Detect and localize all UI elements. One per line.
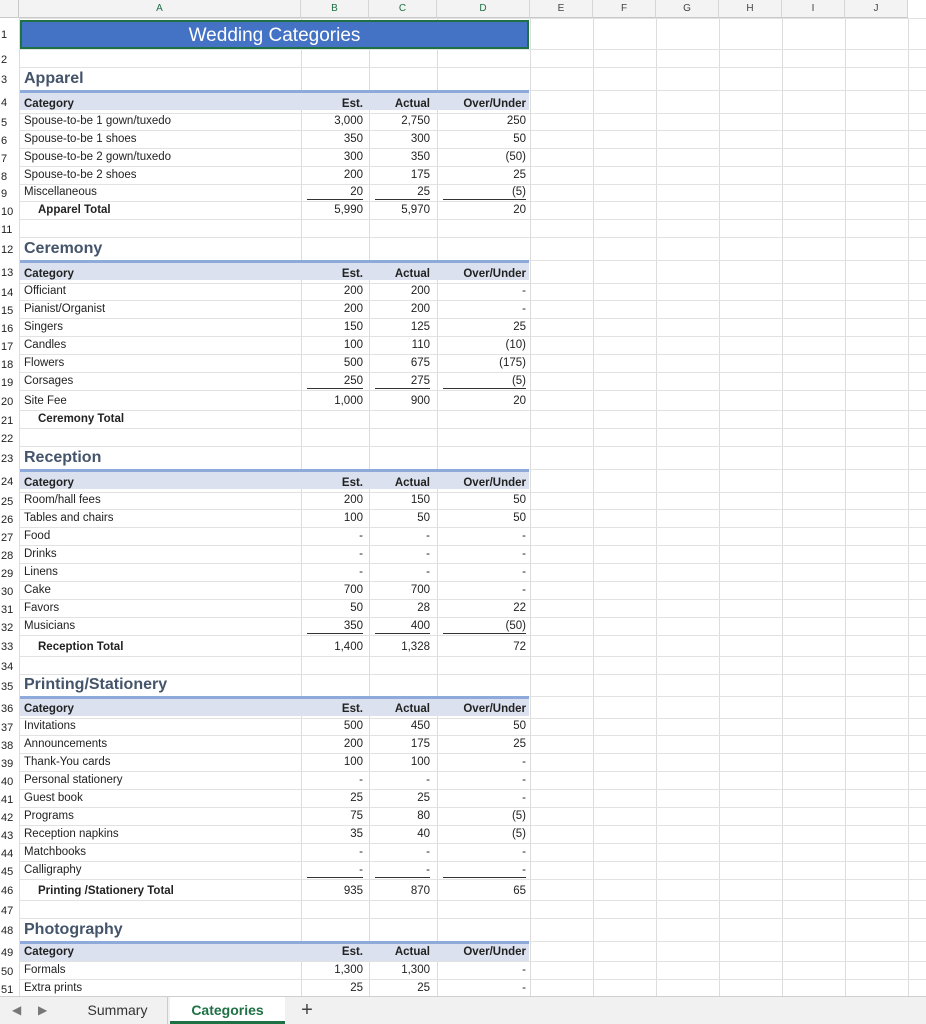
row-header[interactable]: 36 (1, 703, 14, 715)
gridline (19, 635, 926, 636)
over-under-cell[interactable]: (5) (511, 828, 526, 840)
category-cell[interactable]: Spouse-to-be 1 gown/tuxedo (24, 115, 172, 127)
subtotal-underline (307, 633, 363, 634)
row-header[interactable]: 15 (1, 305, 14, 317)
header-over-under[interactable]: Over/Under (463, 98, 526, 110)
category-cell[interactable]: Food (24, 530, 51, 542)
category-cell[interactable]: Guest book (24, 792, 83, 804)
actual-cell[interactable]: 675 (410, 357, 430, 369)
over-under-cell[interactable]: 50 (513, 494, 526, 506)
total-label[interactable]: Ceremony Total (38, 413, 125, 425)
over-under-cell[interactable]: - (522, 548, 526, 560)
category-cell[interactable]: Announcements (24, 738, 108, 750)
category-cell[interactable]: Spouse-to-be 2 shoes (24, 169, 137, 181)
row-header[interactable]: 24 (1, 476, 14, 488)
row-header[interactable]: 50 (1, 966, 14, 978)
category-cell[interactable]: Formals (24, 964, 66, 976)
subtotal-underline (307, 877, 363, 878)
row-header[interactable]: 35 (1, 681, 14, 693)
row-header[interactable]: 47 (1, 905, 14, 917)
actual-cell[interactable]: 110 (411, 339, 430, 351)
est-cell[interactable]: 350 (343, 133, 363, 145)
section-heading[interactable]: Ceremony (24, 240, 103, 257)
subtotal-underline (375, 199, 430, 200)
row-header[interactable]: 26 (1, 514, 14, 526)
over-under-cell[interactable]: (50) (505, 620, 526, 632)
header-est[interactable]: Est. (341, 98, 363, 110)
subtotal-underline (307, 388, 363, 389)
actual-cell[interactable]: 150 (410, 494, 430, 506)
est-cell[interactable]: - (359, 548, 363, 560)
row-header[interactable]: 18 (1, 359, 14, 371)
over-under-cell[interactable]: - (522, 285, 526, 297)
total-actual[interactable]: 1,328 (401, 641, 430, 653)
est-cell[interactable]: 200 (343, 494, 363, 506)
gridline (19, 49, 926, 50)
actual-cell[interactable]: 40 (417, 828, 430, 840)
row-header[interactable]: 45 (1, 866, 14, 878)
gridline (19, 67, 926, 68)
prev-sheet-icon[interactable]: ◀ (12, 1003, 22, 1017)
category-cell[interactable]: Room/hall fees (24, 494, 101, 506)
column-header[interactable]: H (719, 0, 782, 18)
tab-summary[interactable]: Summary (68, 997, 168, 1024)
total-est[interactable]: 935 (343, 885, 363, 897)
header-est[interactable]: Est. (341, 946, 363, 958)
actual-cell[interactable]: 400 (410, 620, 430, 632)
over-under-cell[interactable]: 25 (513, 169, 526, 181)
category-cell[interactable]: Candles (24, 339, 67, 351)
est-cell[interactable]: 100 (343, 339, 363, 351)
category-cell[interactable]: Matchbooks (24, 846, 87, 858)
actual-cell[interactable]: 50 (417, 512, 430, 524)
section-heading[interactable]: Apparel (24, 70, 84, 87)
category-cell[interactable]: Linens (24, 566, 58, 578)
row-header[interactable]: 51 (1, 984, 14, 996)
row-header[interactable]: 40 (1, 776, 14, 788)
column-header[interactable]: G (656, 0, 719, 18)
row-header[interactable]: 20 (1, 396, 14, 408)
over-under-cell[interactable]: 25 (513, 321, 526, 333)
row-header[interactable]: 8 (1, 171, 8, 183)
column-header[interactable]: B (301, 0, 369, 18)
category-cell[interactable]: Corsages (24, 375, 74, 387)
row-header[interactable]: 2 (1, 54, 8, 66)
actual-cell[interactable]: 275 (410, 375, 430, 387)
over-under-cell[interactable]: 50 (513, 720, 526, 732)
row-header[interactable]: 34 (1, 661, 14, 673)
column-header[interactable]: F (593, 0, 656, 18)
subtotal-underline (375, 877, 430, 878)
over-under-cell[interactable]: - (522, 864, 526, 876)
total-label[interactable]: Printing /Stationery Total (38, 885, 174, 897)
row-header[interactable]: 21 (1, 415, 14, 427)
est-cell[interactable]: 3,000 (334, 115, 363, 127)
est-cell[interactable]: - (359, 566, 363, 578)
header-actual[interactable]: Actual (394, 268, 430, 280)
over-under-cell[interactable]: - (522, 846, 526, 858)
row-header[interactable]: 4 (1, 97, 8, 109)
est-cell[interactable]: 250 (343, 375, 363, 387)
subtotal-underline (375, 388, 430, 389)
category-cell[interactable]: Drinks (24, 548, 57, 560)
row-header[interactable]: 42 (1, 812, 14, 824)
add-sheet-button[interactable]: + (301, 999, 313, 1021)
row-header[interactable]: 32 (1, 622, 14, 634)
actual-cell[interactable]: 175 (410, 169, 430, 181)
title-cell[interactable]: Wedding Categories (20, 20, 529, 49)
over-under-cell[interactable]: (5) (511, 186, 526, 198)
sheet-tab-bar (0, 996, 926, 1024)
gridline (908, 18, 909, 996)
gridline (19, 879, 926, 880)
total-over-under[interactable]: 72 (513, 641, 526, 653)
row-header[interactable]: 31 (1, 604, 14, 616)
row-header[interactable]: 5 (1, 117, 8, 129)
gridline (19, 446, 926, 447)
row-header[interactable]: 29 (1, 568, 14, 580)
tab-categories[interactable]: Categories (170, 997, 285, 1024)
category-cell[interactable]: Reception napkins (24, 828, 119, 840)
actual-cell[interactable]: 350 (410, 151, 430, 163)
gridline (845, 18, 846, 996)
actual-cell[interactable]: 450 (410, 720, 430, 732)
over-under-cell[interactable]: (5) (511, 810, 526, 822)
est-cell[interactable]: - (359, 846, 363, 858)
over-under-cell[interactable]: - (522, 774, 526, 786)
est-cell[interactable]: 25 (350, 982, 363, 994)
category-cell[interactable]: Singers (24, 321, 63, 333)
gridline (19, 18, 926, 19)
row-header[interactable]: 17 (1, 341, 14, 353)
row-header[interactable]: 7 (1, 153, 8, 165)
actual-cell[interactable]: 100 (410, 756, 430, 768)
column-header[interactable]: C (369, 0, 437, 18)
over-under-cell[interactable]: (5) (511, 375, 526, 387)
est-cell[interactable]: - (359, 774, 363, 786)
category-cell[interactable]: Favors (24, 602, 60, 614)
column-header[interactable]: D (437, 0, 530, 18)
header-over-under[interactable]: Over/Under (463, 703, 526, 715)
section-heading[interactable]: Printing/Stationery (24, 676, 168, 693)
gridline (19, 900, 926, 901)
category-cell[interactable]: Programs (24, 810, 74, 822)
category-cell[interactable]: Flowers (24, 357, 65, 369)
over-under-cell[interactable]: - (522, 566, 526, 578)
header-actual[interactable]: Actual (394, 98, 430, 110)
subtotal-underline (307, 199, 363, 200)
row-header[interactable]: 14 (1, 287, 14, 299)
actual-cell[interactable]: 200 (410, 285, 430, 297)
row-header[interactable]: 19 (1, 377, 14, 389)
over-under-cell[interactable]: 20 (513, 395, 526, 407)
est-cell[interactable]: 200 (343, 285, 363, 297)
row-header[interactable]: 13 (1, 267, 14, 279)
actual-cell[interactable]: 300 (410, 133, 430, 145)
over-under-cell[interactable]: (50) (505, 151, 526, 163)
over-under-cell[interactable]: (10) (505, 339, 526, 351)
category-cell[interactable]: Invitations (24, 720, 76, 732)
actual-cell[interactable]: 28 (417, 602, 430, 614)
row-header[interactable]: 44 (1, 848, 14, 860)
est-cell[interactable]: 75 (350, 810, 363, 822)
row-header[interactable]: 49 (1, 947, 14, 959)
over-under-cell[interactable]: - (522, 792, 526, 804)
gridline (19, 237, 926, 238)
actual-cell[interactable]: - (426, 774, 430, 786)
header-actual[interactable]: Actual (394, 946, 430, 958)
row-header[interactable]: 30 (1, 586, 14, 598)
section-heading[interactable]: Reception (24, 449, 102, 466)
total-actual[interactable]: 5,970 (401, 204, 430, 216)
row-header[interactable]: 6 (1, 135, 8, 147)
gridline (19, 410, 926, 411)
category-cell[interactable]: Spouse-to-be 2 gown/tuxedo (24, 151, 172, 163)
over-under-cell[interactable]: (175) (499, 357, 526, 369)
gridline (19, 18, 20, 996)
est-cell[interactable]: 100 (343, 512, 363, 524)
actual-cell[interactable]: 25 (417, 186, 430, 198)
category-cell[interactable]: Officiant (24, 285, 66, 297)
over-under-cell[interactable]: 25 (513, 738, 526, 750)
actual-cell[interactable]: 25 (417, 792, 430, 804)
select-all-corner[interactable] (0, 0, 19, 18)
total-label[interactable]: Reception Total (38, 641, 124, 653)
over-under-cell[interactable]: 50 (513, 512, 526, 524)
header-over-under[interactable]: Over/Under (463, 477, 526, 489)
est-cell[interactable]: 200 (343, 169, 363, 181)
row-header[interactable]: 9 (1, 188, 8, 200)
actual-cell[interactable]: 1,300 (401, 964, 430, 976)
category-cell[interactable]: Cake (24, 584, 51, 596)
est-cell[interactable]: 200 (343, 738, 363, 750)
over-under-cell[interactable]: - (522, 584, 526, 596)
est-cell[interactable]: 150 (343, 321, 363, 333)
actual-cell[interactable]: - (426, 846, 430, 858)
column-header[interactable]: A (19, 0, 301, 18)
subtotal-underline (443, 633, 526, 634)
actual-cell[interactable]: - (426, 566, 430, 578)
row-header[interactable]: 46 (1, 885, 14, 897)
gridline (593, 18, 594, 996)
subtotal-underline (443, 199, 526, 200)
est-cell[interactable]: 100 (343, 756, 363, 768)
over-under-cell[interactable]: - (522, 530, 526, 542)
actual-cell[interactable]: 200 (410, 303, 430, 315)
gridline (530, 18, 531, 996)
over-under-cell[interactable]: - (522, 982, 526, 994)
row-header[interactable]: 41 (1, 794, 14, 806)
category-cell[interactable]: Site Fee (24, 395, 67, 407)
category-cell[interactable]: Personal stationery (24, 774, 123, 786)
row-header[interactable]: 11 (1, 224, 13, 236)
header-category[interactable]: Category (24, 477, 74, 489)
actual-cell[interactable]: 80 (417, 810, 430, 822)
gridline (782, 18, 783, 996)
row-header[interactable]: 12 (1, 244, 14, 256)
total-est[interactable]: 1,400 (334, 641, 363, 653)
total-label[interactable]: Apparel Total (38, 204, 111, 216)
actual-cell[interactable]: - (426, 530, 430, 542)
column-header[interactable]: J (845, 0, 908, 18)
category-cell[interactable]: Extra prints (24, 982, 83, 994)
row-header[interactable]: 16 (1, 323, 14, 335)
category-cell[interactable]: Musicians (24, 620, 76, 632)
header-over-under[interactable]: Over/Under (463, 268, 526, 280)
category-cell[interactable]: Spouse-to-be 1 shoes (24, 133, 137, 145)
header-category[interactable]: Category (24, 946, 74, 958)
est-cell[interactable]: 700 (343, 584, 363, 596)
row-header[interactable]: 38 (1, 740, 14, 752)
row-header[interactable]: 27 (1, 532, 14, 544)
row-header[interactable]: 43 (1, 830, 14, 842)
est-cell[interactable]: 25 (350, 792, 363, 804)
row-header[interactable]: 23 (1, 453, 14, 465)
category-cell[interactable]: Pianist/Organist (24, 303, 106, 315)
header-category[interactable]: Category (24, 98, 74, 110)
total-actual[interactable]: 870 (410, 885, 430, 897)
category-cell[interactable]: Miscellaneous (24, 186, 97, 198)
actual-cell[interactable]: 25 (417, 982, 430, 994)
over-under-cell[interactable]: 50 (513, 133, 526, 145)
over-under-cell[interactable]: 22 (513, 602, 526, 614)
gridline (719, 18, 720, 996)
total-est[interactable]: 5,990 (334, 204, 363, 216)
header-est[interactable]: Est. (341, 268, 363, 280)
subtotal-underline (375, 633, 430, 634)
actual-cell[interactable]: - (426, 548, 430, 560)
header-est[interactable]: Est. (341, 477, 363, 489)
est-cell[interactable]: - (359, 864, 363, 876)
est-cell[interactable]: 35 (350, 828, 363, 840)
category-cell[interactable]: Calligraphy (24, 864, 82, 876)
est-cell[interactable]: 500 (343, 720, 363, 732)
over-under-cell[interactable]: - (522, 756, 526, 768)
subtotal-underline (443, 388, 526, 389)
gridline (19, 390, 926, 391)
row-header[interactable]: 22 (1, 433, 14, 445)
est-cell[interactable]: 20 (350, 186, 363, 198)
header-category[interactable]: Category (24, 703, 74, 715)
gridline (19, 656, 926, 657)
column-header[interactable]: I (782, 0, 845, 18)
est-cell[interactable]: - (359, 530, 363, 542)
row-header[interactable]: 37 (1, 722, 14, 734)
next-sheet-icon[interactable]: ▶ (38, 1003, 48, 1017)
row-header[interactable]: 1 (1, 29, 8, 41)
header-over-under[interactable]: Over/Under (463, 946, 526, 958)
category-cell[interactable]: Thank-You cards (24, 756, 111, 768)
header-category[interactable]: Category (24, 268, 74, 280)
est-cell[interactable]: 350 (343, 620, 363, 632)
category-cell[interactable]: Tables and chairs (24, 512, 114, 524)
over-under-cell[interactable]: - (522, 303, 526, 315)
actual-cell[interactable]: 900 (410, 395, 430, 407)
est-cell[interactable]: 300 (343, 151, 363, 163)
total-over-under[interactable]: 20 (513, 204, 526, 216)
est-cell[interactable]: 1,000 (334, 395, 363, 407)
actual-cell[interactable]: 175 (410, 738, 430, 750)
est-cell[interactable]: 50 (350, 602, 363, 614)
row-header[interactable]: 10 (1, 206, 14, 218)
gridline (19, 428, 926, 429)
actual-cell[interactable]: 700 (410, 584, 430, 596)
gridline (19, 918, 926, 919)
section-heading[interactable]: Photography (24, 921, 123, 938)
row-header[interactable]: 28 (1, 550, 14, 562)
subtotal-underline (443, 877, 526, 878)
actual-cell[interactable]: - (426, 864, 430, 876)
row-header[interactable]: 39 (1, 758, 14, 770)
gridline (19, 219, 926, 220)
actual-cell[interactable]: 125 (410, 321, 430, 333)
header-actual[interactable]: Actual (394, 477, 430, 489)
row-header[interactable]: 25 (1, 496, 14, 508)
row-header[interactable]: 33 (1, 641, 14, 653)
column-header[interactable]: E (530, 0, 593, 18)
est-cell[interactable]: 200 (343, 303, 363, 315)
header-actual[interactable]: Actual (394, 703, 430, 715)
over-under-cell[interactable]: 250 (506, 115, 526, 127)
est-cell[interactable]: 1,300 (334, 964, 363, 976)
est-cell[interactable]: 500 (343, 357, 363, 369)
row-header[interactable]: 3 (1, 74, 8, 86)
over-under-cell[interactable]: - (522, 964, 526, 976)
actual-cell[interactable]: 2,750 (401, 115, 430, 127)
gridline (656, 18, 657, 996)
row-header[interactable]: 48 (1, 925, 14, 937)
total-over-under[interactable]: 65 (513, 885, 526, 897)
header-est[interactable]: Est. (341, 703, 363, 715)
